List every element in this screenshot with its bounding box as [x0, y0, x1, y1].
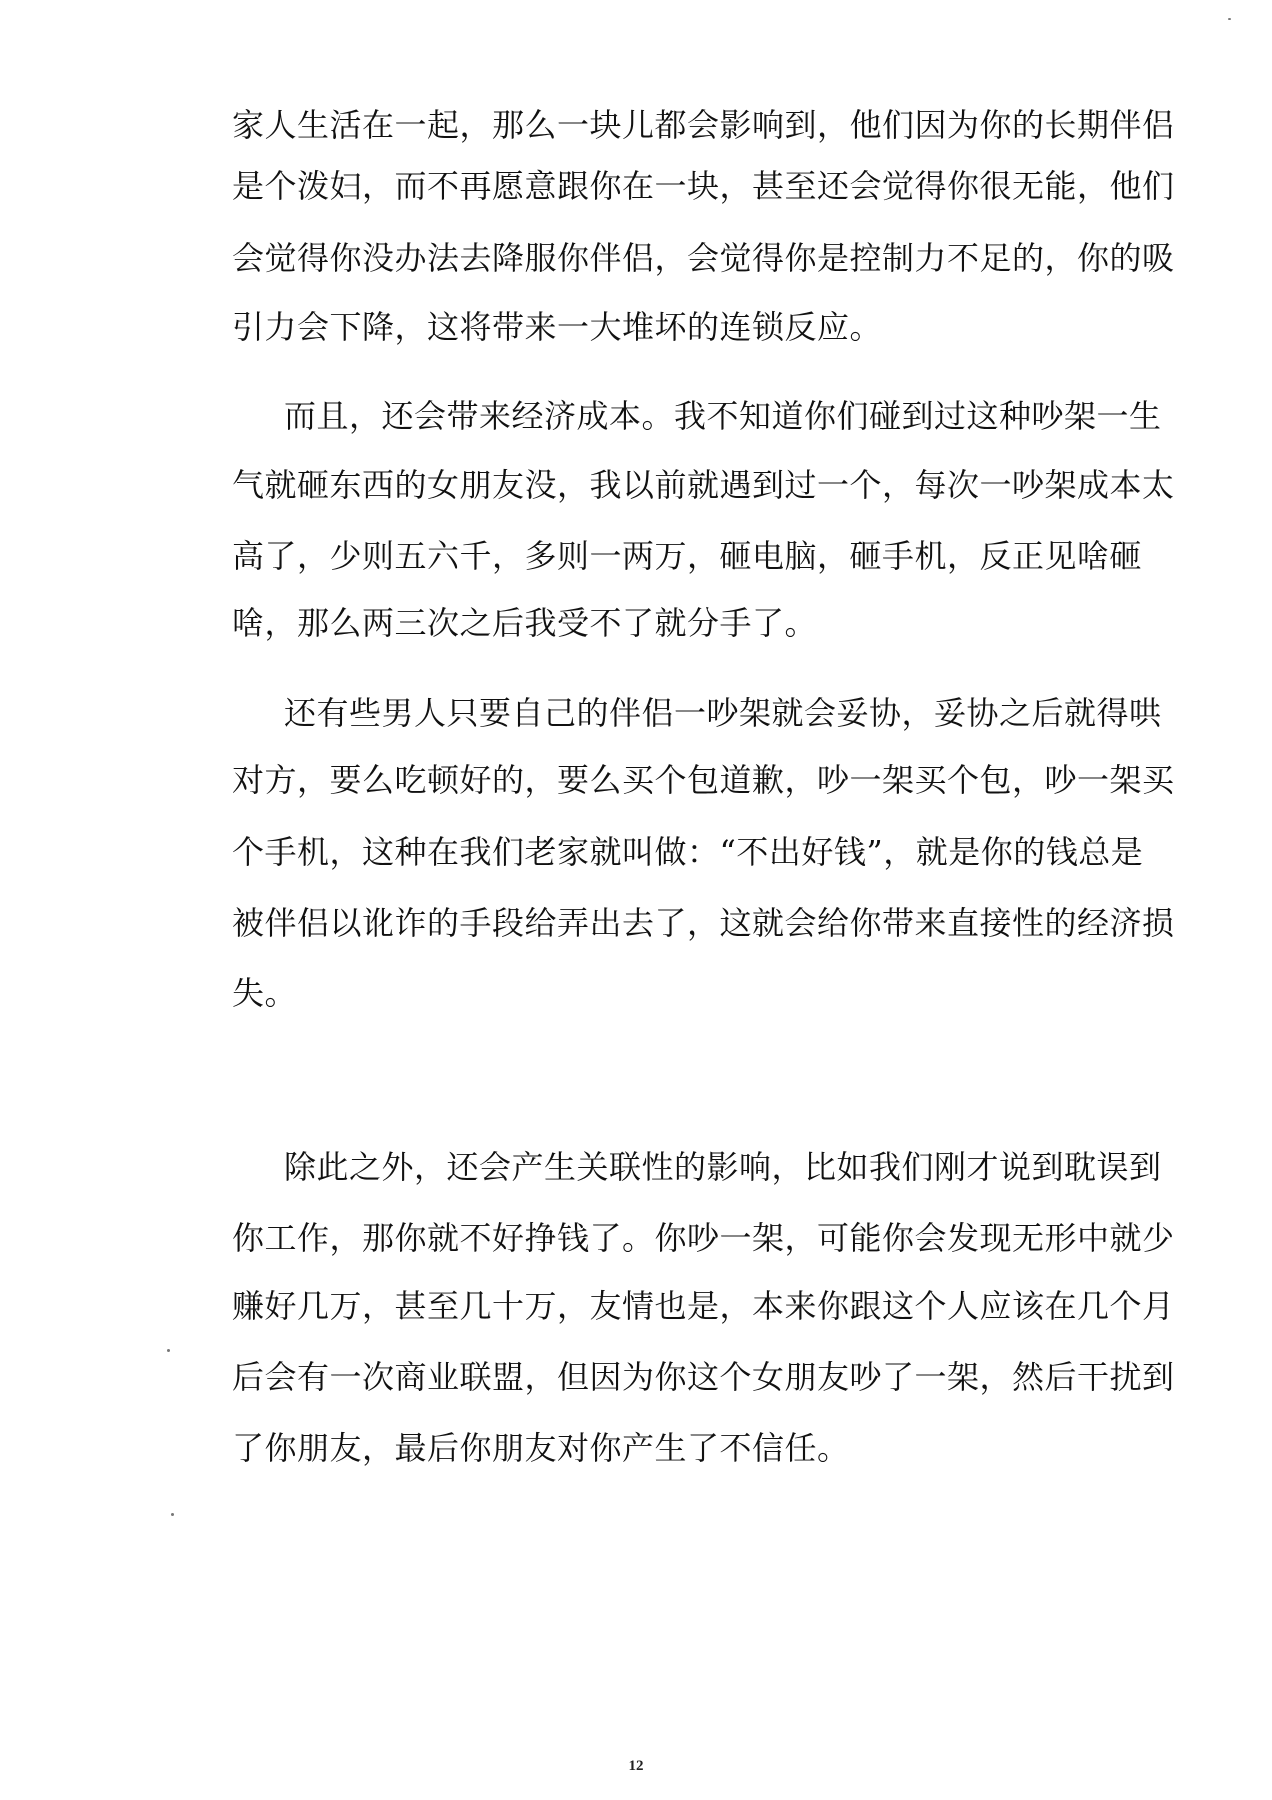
- text-line: 了你朋友，最后你朋友对你产生了不信任。: [232, 1429, 850, 1467]
- page-number: 12: [628, 1758, 644, 1774]
- text-line: 高了，少则五六千，多则一两万，砸电脑，砸手机，反正见啥砸: [232, 537, 1143, 575]
- text-line: 而且，还会带来经济成本。我不知道你们碰到过这种吵架一生: [284, 397, 1162, 435]
- text-line: 你工作，那你就不好挣钱了。你吵一架，可能你会发现无形中就少: [232, 1219, 1175, 1257]
- text-line: 还有些男人只要自己的伴侣一吵架就会妥协，妥协之后就得哄: [284, 694, 1162, 732]
- text-line: 家人生活在一起，那么一块儿都会影响到，他们因为你的长期伴侣: [232, 106, 1175, 144]
- text-line: 是个泼妇，而不再愿意跟你在一块，甚至还会觉得你很无能，他们: [232, 167, 1175, 205]
- scan-speck: [167, 1349, 170, 1352]
- text-line: 后会有一次商业联盟，但因为你这个女朋友吵了一架，然后干扰到: [232, 1358, 1175, 1396]
- text-line: 气就砸东西的女朋友没，我以前就遇到过一个，每次一吵架成本太: [232, 466, 1175, 504]
- scan-speck: [1228, 18, 1231, 20]
- text-line: 引力会下降，这将带来一大堆坏的连锁反应。: [232, 308, 883, 346]
- text-line: 失。: [232, 974, 298, 1012]
- text-line: 除此之外，还会产生关联性的影响，比如我们刚才说到耽误到: [284, 1148, 1162, 1186]
- text-line: 个手机，这种在我们老家就叫做：“不出好钱”，就是你的钱总是: [232, 833, 1144, 871]
- text-line: 赚好几万，甚至几十万，友情也是，本来你跟这个人应该在几个月: [232, 1287, 1175, 1325]
- text-line: 对方，要么吃顿好的，要么买个包道歉，吵一架买个包，吵一架买: [232, 761, 1175, 799]
- text-line: 会觉得你没办法去降服你伴侣，会觉得你是控制力不足的，你的吸: [232, 239, 1175, 277]
- text-line: 啥，那么两三次之后我受不了就分手了。: [232, 604, 818, 642]
- text-line: 被伴侣以讹诈的手段给弄出去了，这就会给你带来直接性的经济损: [232, 904, 1175, 942]
- scan-speck: [171, 1513, 174, 1516]
